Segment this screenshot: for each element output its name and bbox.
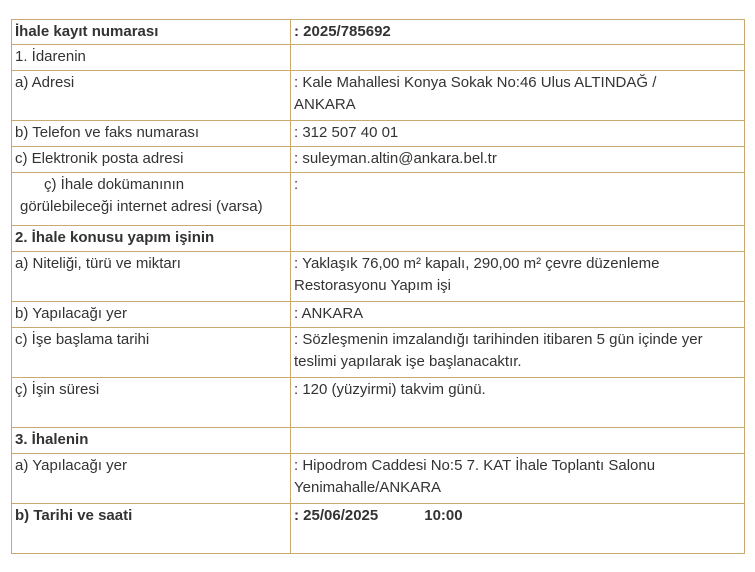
website-label-line-1: ç) İhale dokümanının [44,176,185,193]
address-line-1: : Kale Mahallesi Konya Sokak No:46 Ulus ALTINDAĞ / [294,74,657,91]
venue-line-1: : Hipodrom Caddesi No:5 7. KAT İhale Toplantı Salonu [294,457,656,474]
ref-number-label: İhale kayıt numarası [12,20,291,45]
venue-value [291,454,745,504]
table-row [12,504,745,554]
table-row [12,328,745,378]
email-label: c) Elektronik posta adresi [12,147,291,173]
table-row [12,226,745,252]
table-row [12,173,745,226]
table-row [12,378,745,428]
table-row [12,428,745,454]
section-1-title: 1. İdarenin [12,45,291,71]
datetime-value [291,504,745,554]
table-row [12,147,745,173]
table-row [12,252,745,302]
start-line-2: teslimi yapılarak işe başlanacaktır. [294,353,522,370]
nature-value [291,252,745,302]
ref-number-value: : 2025/785692 [291,20,745,45]
email-value: : suleyman.altin@ankara.bel.tr [291,147,745,173]
address-label: a) Adresi [12,71,291,121]
start-line-1: : Sözleşmenin imzalandığı tarihinden itibaren 5 gün içinde yer [294,331,703,348]
empty-cell [291,226,745,252]
work-place-label: b) Yapılacağı yer [12,302,291,328]
nature-label: a) Niteliği, türü ve miktarı [12,252,291,302]
empty-cell [291,45,745,71]
table-row [12,45,745,71]
phone-label: b) Telefon ve faks numarası [12,121,291,147]
phone-value: : 312 507 40 01 [291,121,745,147]
website-label [12,173,291,226]
date-value: : 25/06/2025 [294,507,379,524]
address-value [291,71,745,121]
nature-line-2: Restorasyonu Yapım işi [294,277,452,294]
section-2-title: 2. İhale konusu yapım işinin [12,226,291,252]
start-date-label: c) İşe başlama tarihi [12,328,291,378]
table-row [12,121,745,147]
venue-label: a) Yapılacağı yer [12,454,291,504]
table-row [12,20,745,45]
nature-line-1: : Yaklaşık 76,00 m² kapalı, 290,00 m² çevre düzenleme [294,255,660,272]
time-value: 10:00 [424,507,463,524]
work-place-value: : ANKARA [291,302,745,328]
table-row [12,302,745,328]
duration-label: ç) İşin süresi [12,378,291,428]
website-value: : [291,173,745,226]
start-date-value [291,328,745,378]
duration-value: : 120 (yüzyirmi) takvim günü. [291,378,745,428]
website-label-line-2: görülebileceği internet adresi (varsa) [20,198,263,215]
address-line-2: ANKARA [294,96,356,113]
empty-cell [291,428,745,454]
tender-info-table [11,19,745,554]
table-row [12,71,745,121]
section-3-title: 3. İhalenin [12,428,291,454]
venue-line-2: Yenimahalle/ANKARA [294,479,442,496]
datetime-label: b) Tarihi ve saati [12,504,291,554]
table-row [12,454,745,504]
